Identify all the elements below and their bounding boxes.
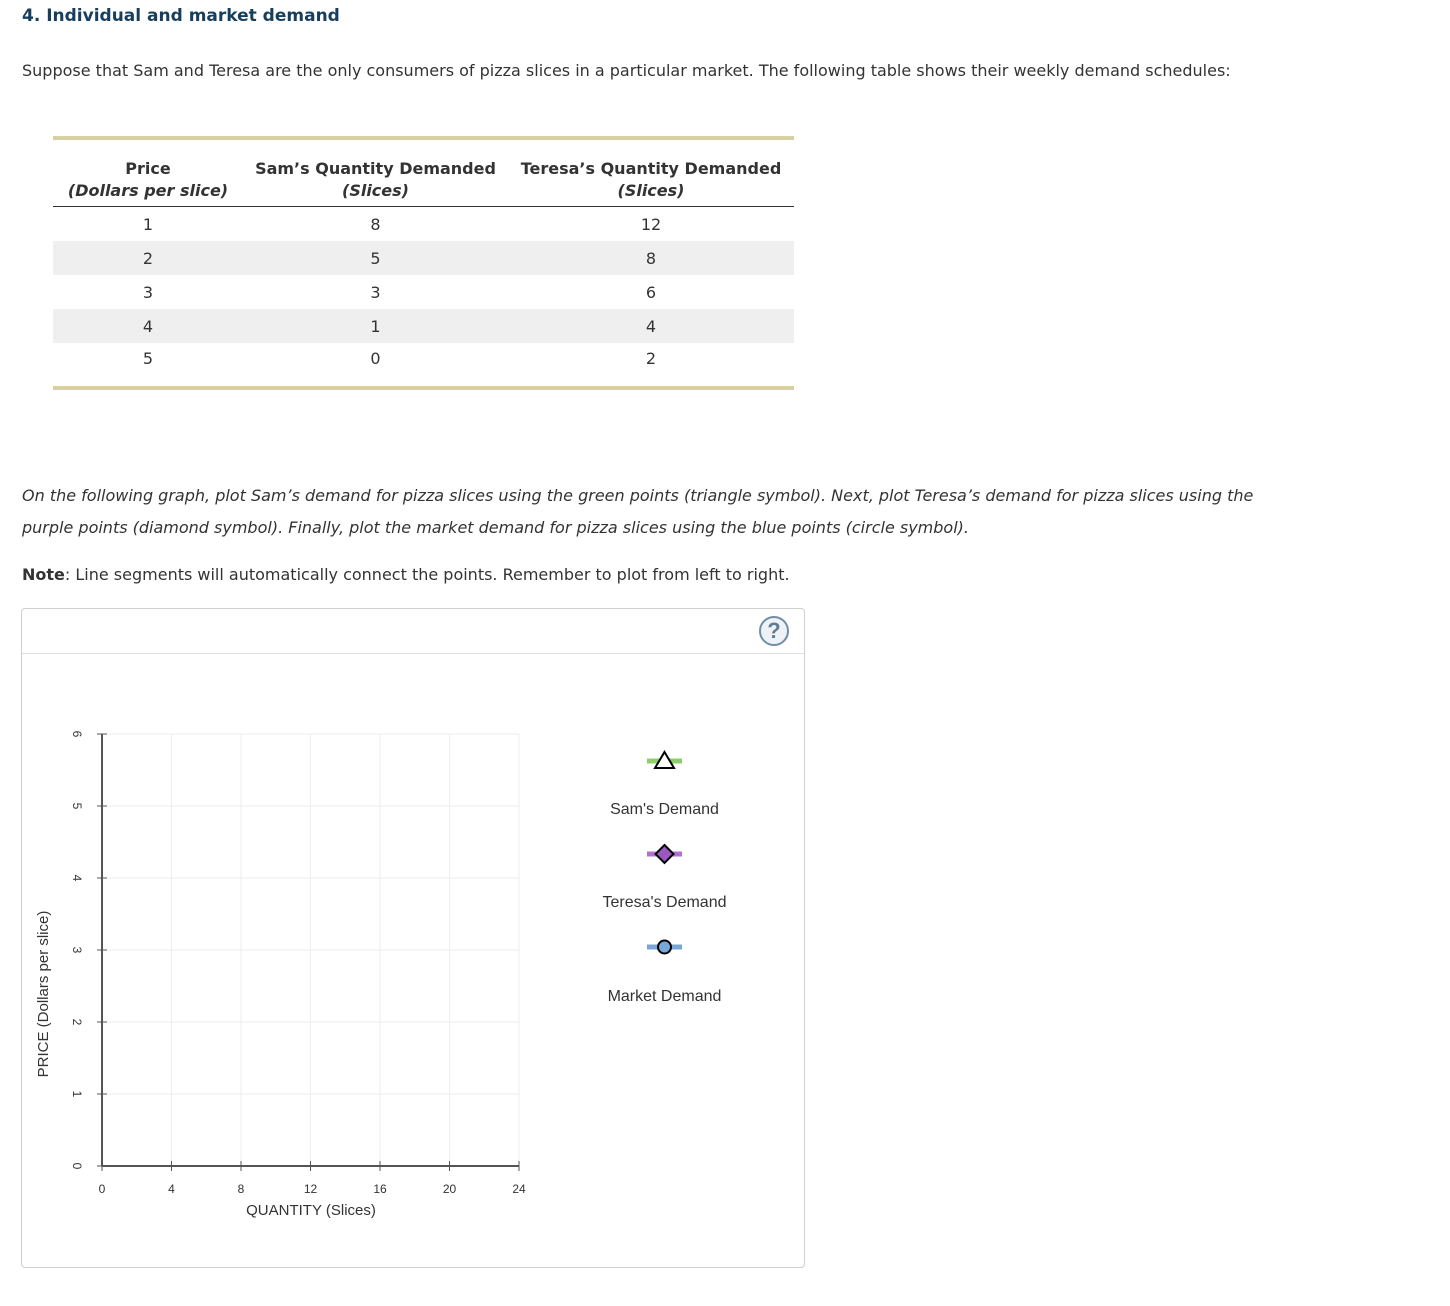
cell-teresa-qty: 2 (645, 349, 657, 368)
y-axis-label: PRICE (Dollars per slice) (35, 910, 52, 1078)
diamond-icon[interactable] (656, 845, 674, 863)
help-button[interactable]: ? (759, 616, 789, 646)
cell-price: 1 (142, 214, 154, 234)
table-unit-row (53, 180, 794, 207)
cell-teresa-qty: 12 (640, 214, 662, 234)
x-tick-label: 12 (303, 1182, 318, 1196)
demand-graph (22, 609, 804, 1267)
x-tick-label: 24 (512, 1182, 526, 1196)
header-sam-quantity: Sam’s Quantity Demanded (255, 159, 496, 178)
y-tick-label: 6 (69, 730, 84, 738)
y-tick-label: 4 (69, 874, 84, 882)
demand-schedule-table (53, 136, 794, 390)
table-row (53, 207, 794, 242)
x-tick-label: 20 (442, 1182, 457, 1196)
cell-teresa-qty: 6 (645, 282, 657, 302)
cell-price: 2 (53, 241, 243, 275)
note-label: Note (22, 565, 65, 584)
header-price: Price (125, 159, 171, 178)
cell-teresa-qty: 4 (508, 309, 794, 343)
y-tick-label: 2 (69, 1018, 84, 1026)
legend-item-market[interactable] (608, 941, 722, 1006)
question-intro: Suppose that Sam and Teresa are the only consumers of pizza slices in a particular market. The following table shows their weekly demand schedules: (22, 61, 1231, 80)
y-tick-label: 0 (69, 1162, 84, 1170)
demand-table (53, 140, 794, 386)
legend-label-sam: Sam's Demand (610, 801, 719, 818)
graph-instructions: On the following graph, plot Sam’s demand for pizza slices using the green points (triangle symbol). Next, plot Teresa’s demand for pizza slices using the purple points (diamond symbol). Finally, plot the market demand for pizza slices using the blue points (circle symbol). (22, 486, 1254, 537)
table-row (53, 343, 794, 386)
y-tick-label: 1 (69, 1090, 84, 1098)
x-tick-label: 16 (373, 1182, 387, 1196)
table-row (53, 275, 794, 309)
cell-price: 3 (142, 282, 154, 302)
legend (603, 752, 727, 1005)
legend-label-market: Market Demand (607, 988, 722, 1005)
table-header-row (53, 140, 794, 180)
note-text: : Line segments will automatically connect the points. Remember to plot from left to right. (64, 565, 790, 584)
legend-item-teresa[interactable] (603, 845, 727, 911)
cell-price: 5 (142, 349, 154, 368)
cell-sam-qty: 5 (243, 241, 508, 275)
plot-drop-zone (102, 734, 519, 1166)
x-axis-label: QUANTITY (Slices) (246, 1202, 376, 1219)
cell-sam-qty: 1 (243, 309, 508, 343)
x-tick-label: 0 (98, 1182, 106, 1196)
header-sam-unit: (Slices) (243, 180, 508, 207)
x-tick-label: 4 (168, 1182, 175, 1196)
cell-teresa-qty: 8 (508, 241, 794, 275)
graph-note (22, 565, 790, 584)
legend-label-teresa: Teresa's Demand (602, 894, 727, 911)
cell-price: 4 (53, 309, 243, 343)
header-teresa-quantity: Teresa’s Quantity Demanded (520, 159, 782, 178)
circle-icon[interactable] (658, 941, 671, 954)
table-row (53, 309, 794, 343)
cell-sam-qty: 8 (370, 214, 381, 234)
x-tick-label: 8 (237, 1182, 245, 1196)
cell-sam-qty: 3 (370, 282, 381, 302)
header-price-unit: (Dollars per slice) (53, 180, 243, 207)
header-teresa-unit: (Slices) (508, 180, 794, 207)
graph-panel (21, 608, 805, 1268)
plot-area[interactable] (102, 734, 519, 1166)
legend-item-sam[interactable] (610, 752, 719, 818)
y-tick-label: 5 (69, 802, 84, 810)
question-title: 4. Individual and market demand (22, 6, 340, 26)
cell-sam-qty: 0 (370, 349, 381, 368)
y-tick-label: 3 (69, 946, 84, 954)
table-row (53, 241, 794, 275)
